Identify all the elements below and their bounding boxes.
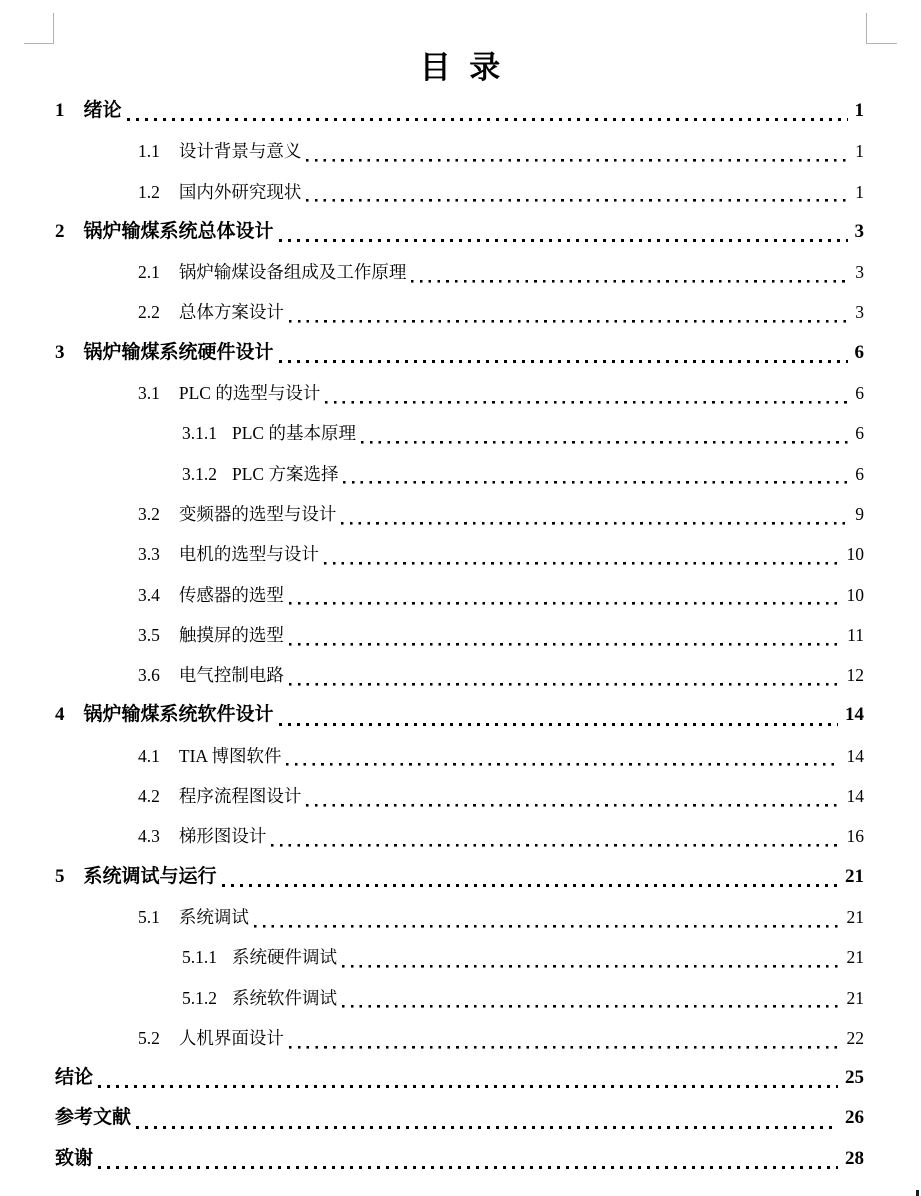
toc-entry[interactable]	[55, 575, 864, 615]
toc-entry[interactable]	[55, 897, 864, 937]
toc-entry[interactable]	[55, 816, 864, 856]
toc-entry-title: 梯形图设计	[178, 826, 267, 847]
toc-entry-page: 12	[846, 665, 864, 686]
toc-entry-page: 14	[845, 704, 864, 726]
toc-entry-page: 1	[855, 181, 864, 202]
dot-leader	[342, 978, 840, 1018]
toc-entry-number: 5.1.1	[182, 947, 217, 968]
toc-entry-number: 4.3	[138, 826, 160, 847]
toc-entry-number: 1.2	[138, 181, 160, 202]
toc-entry-title: 绪论	[83, 100, 122, 121]
toc-entry[interactable]	[55, 695, 864, 735]
toc-entry-title: 参考文献	[55, 1107, 132, 1129]
toc-entry-page: 11	[847, 624, 864, 645]
dot-leader	[361, 413, 848, 453]
toc-entry-number: 3.3	[138, 544, 160, 565]
dot-leader	[127, 91, 848, 131]
toc-entry-page: 6	[855, 383, 864, 404]
dot-leader	[279, 695, 838, 735]
toc-entry[interactable]	[55, 252, 864, 292]
toc-entry-page: 10	[846, 544, 864, 565]
dot-leader	[286, 736, 839, 776]
toc-entry-page: 6	[855, 423, 864, 444]
dot-leader	[341, 494, 848, 534]
toc-entry[interactable]	[55, 333, 864, 373]
toc-entry-page: 14	[846, 745, 864, 766]
toc-entry-number: 5.1	[138, 906, 160, 927]
toc-entry-title: 设计背景与意义	[178, 141, 302, 162]
toc-entry-number: 3.1	[138, 383, 160, 404]
toc-entry-title: 电机的选型与设计	[178, 544, 319, 565]
dot-leader	[342, 937, 840, 977]
dot-leader	[411, 252, 848, 292]
toc-entry-number: 3.2	[138, 503, 160, 524]
toc-entry-title: 结论	[55, 1067, 94, 1089]
toc-entry-title: 锅炉输煤系统总体设计	[83, 220, 274, 242]
toc-entry-page: 9	[855, 503, 864, 524]
toc-entry-number: 5.2	[138, 1027, 160, 1048]
toc-entry[interactable]	[55, 292, 864, 332]
toc-entry-title: 传感器的选型	[178, 584, 284, 605]
dot-leader	[279, 333, 848, 373]
toc-entry-title: TIA 博图软件	[178, 745, 282, 766]
toc-entry[interactable]	[55, 373, 864, 413]
dot-leader	[325, 373, 848, 413]
toc-entry[interactable]	[55, 494, 864, 534]
toc-entry[interactable]	[55, 937, 864, 977]
toc-entry-page: 6	[854, 341, 864, 363]
toc-entry[interactable]	[55, 534, 864, 574]
toc-entry-page: 21	[846, 987, 864, 1008]
toc-entry[interactable]	[55, 1139, 864, 1179]
toc-entry[interactable]	[55, 655, 864, 695]
toc-entry-number: 5	[55, 865, 65, 887]
toc-entry-page: 1	[854, 100, 864, 121]
toc-entry-page: 1	[855, 141, 864, 162]
toc-entry-number: 2.1	[138, 262, 160, 283]
toc-entry-number: 5.1.2	[182, 987, 217, 1008]
toc-entry-number: 3.1.2	[182, 463, 217, 484]
toc-entry-page: 25	[845, 1067, 864, 1089]
page-title: 目 录	[419, 50, 502, 85]
toc-entry-page: 10	[846, 584, 864, 605]
toc-entry[interactable]	[55, 857, 864, 897]
toc-entry-number: 2.2	[138, 302, 160, 323]
dot-leader	[289, 292, 848, 332]
toc-entry-page: 14	[846, 786, 864, 807]
dot-leader	[98, 1139, 838, 1179]
toc-entry-number: 1.1	[138, 141, 160, 162]
toc-entry-title: 人机界面设计	[178, 1027, 284, 1048]
crop-mark-bottom-right	[916, 1190, 919, 1196]
toc-entry-number: 3.1.1	[182, 423, 217, 444]
toc-entry-title: 系统调试	[178, 906, 249, 927]
toc-entry-title: 触摸屏的选型	[178, 624, 284, 645]
toc-entry-title: 锅炉输煤系统软件设计	[83, 704, 274, 726]
toc-entry-number: 4.1	[138, 745, 160, 766]
toc-entry-title: PLC 的基本原理	[232, 423, 356, 444]
toc-entry-number: 1	[55, 100, 65, 121]
dot-leader	[271, 816, 839, 856]
toc-entry[interactable]	[55, 1098, 864, 1138]
toc-entry[interactable]	[55, 413, 864, 453]
toc-entry[interactable]	[55, 978, 864, 1018]
toc-entry-page: 21	[846, 906, 864, 927]
dot-leader	[289, 655, 840, 695]
dot-leader	[136, 1098, 838, 1138]
dot-leader	[289, 615, 840, 655]
dot-leader	[98, 1058, 838, 1098]
toc-entry-number: 2	[55, 220, 65, 242]
toc-entry-page: 28	[845, 1147, 864, 1169]
toc-entry[interactable]	[55, 454, 864, 494]
toc-entry-number: 3.6	[138, 665, 160, 686]
toc-entry[interactable]	[55, 615, 864, 655]
toc-entry-page: 6	[855, 463, 864, 484]
toc-entry-title: PLC 的选型与设计	[178, 383, 321, 404]
toc-entry[interactable]	[55, 1018, 864, 1058]
toc-entry-page: 16	[846, 826, 864, 847]
dot-leader	[279, 212, 848, 252]
toc-entry-page: 3	[855, 262, 864, 283]
toc-entry-number: 3.5	[138, 624, 160, 645]
toc-entry[interactable]	[55, 1058, 864, 1098]
dot-leader	[254, 897, 840, 937]
crop-mark-top-right	[866, 13, 897, 44]
toc-entry[interactable]	[55, 131, 864, 171]
toc-entry-number: 3.4	[138, 584, 160, 605]
toc-entry-title: 国内外研究现状	[178, 181, 302, 202]
toc-entry-title: 电气控制电路	[178, 665, 284, 686]
dot-leader	[343, 454, 848, 494]
toc-entry-number: 3	[55, 341, 65, 363]
dot-leader	[306, 776, 839, 816]
toc-entry-title: 系统硬件调试	[232, 947, 337, 968]
toc-entry-title: 系统调试与运行	[83, 865, 217, 887]
dot-leader	[222, 857, 838, 897]
toc-entry[interactable]	[55, 212, 864, 252]
toc-entry-page: 21	[845, 865, 864, 887]
toc-entry-page: 3	[854, 220, 864, 242]
toc-entry-title: PLC 方案选择	[232, 463, 339, 484]
toc-entry-title: 系统软件调试	[232, 987, 337, 1008]
dot-leader	[324, 534, 840, 574]
toc-entry-number: 4.2	[138, 786, 160, 807]
toc-entry-title: 程序流程图设计	[178, 786, 302, 807]
dot-leader	[306, 131, 848, 171]
toc-entry[interactable]	[55, 736, 864, 776]
toc-entry-page: 26	[845, 1107, 864, 1129]
toc-entry-number: 4	[55, 704, 65, 726]
toc-list	[0, 91, 921, 1179]
crop-mark-top-left	[24, 13, 54, 44]
toc-entry-page: 3	[855, 302, 864, 323]
toc-entry-title: 锅炉输煤系统硬件设计	[83, 341, 274, 363]
dot-leader	[306, 172, 848, 212]
toc-entry[interactable]	[55, 91, 864, 131]
toc-entry[interactable]	[55, 172, 864, 212]
toc-entry-title: 变频器的选型与设计	[178, 503, 337, 524]
toc-entry-title: 锅炉输煤设备组成及工作原理	[178, 262, 407, 283]
dot-leader	[289, 1018, 840, 1058]
toc-entry-title: 总体方案设计	[178, 302, 284, 323]
toc-entry[interactable]	[55, 776, 864, 816]
toc-entry-page: 22	[846, 1027, 864, 1048]
toc-entry-title: 致谢	[55, 1147, 94, 1169]
toc-entry-page: 21	[846, 947, 864, 968]
dot-leader	[289, 575, 840, 615]
